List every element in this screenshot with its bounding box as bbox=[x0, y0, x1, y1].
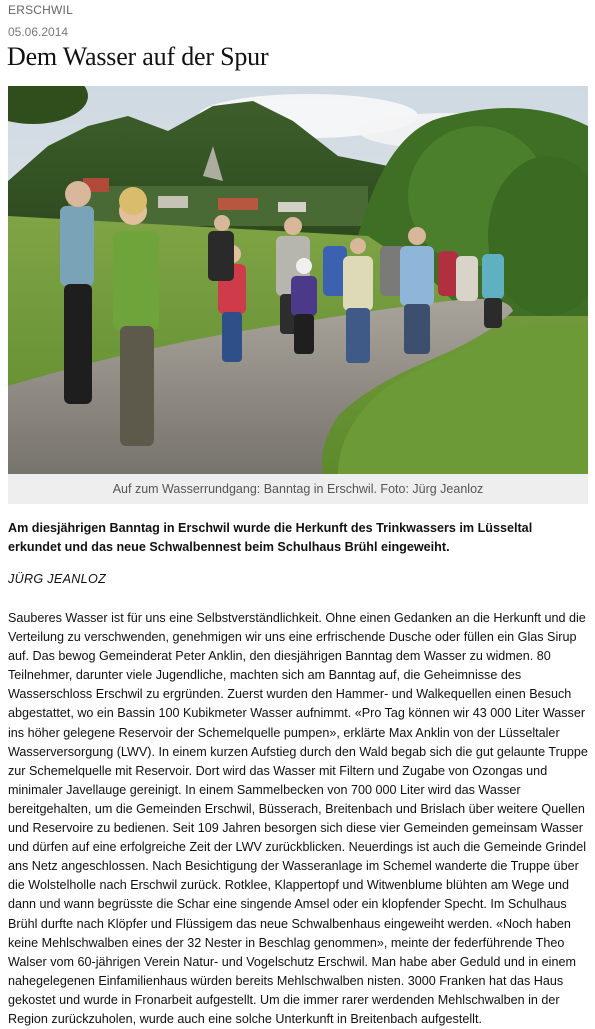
article-author: JÜRG JEANLOZ bbox=[8, 572, 107, 586]
article-lead: Am diesjährigen Banntag in Erschwil wurde die Herkunft des Trinkwassers im Lüsseltal erkundet und das neue Schwalbennest beim Schulhaus Brühl eingeweiht. bbox=[8, 521, 533, 554]
article-kicker: ERSCHWIL bbox=[8, 3, 73, 17]
article-title: Dem Wasser auf der Spur bbox=[7, 42, 269, 71]
photo-caption-box bbox=[8, 474, 588, 504]
article-date: 05.06.2014 bbox=[8, 25, 69, 39]
photo-caption: Auf zum Wasserrundgang: Banntag in Erschwil. Foto: Jürg Jeanloz bbox=[112, 482, 484, 496]
article-photo bbox=[8, 86, 588, 474]
article-body: Sauberes Wasser ist für uns eine Selbstverständlichkeit. Ohne einen Gedanken an die Herkunft und die Verteilung zu verschwenden, genehmigen wir uns eine erfrischende Dusche oder füllen ein Glas Sirup auf. Das bewog Gemeinderat Peter Anklin, den diesjährigen Banntag dem Wasser zu widmen. 80 Teilnehmer, darunter viele Jugendliche, machten sich am Banntag auf, die Geheimnisse des Wasserschloss Erschwil zu ergründen. Zuerst wurden den Hammer- und Walkequellen einen Besuch abgestattet, wo ein Bassin 100 Kubikmeter Wasser aufnimmt. «Pro Tag können wir 43 000 Liter Wasser ins höher gelegene Reservoir der Schemelquelle pumpen», erklärte Max Anklin von der Lüsseltaler Wasserversorgung (LWV). In einem kurzen Aufstieg durch den Wald begab sich die gut gelaunte Truppe zur Schemelquelle mit Reservoir. Dort wird das Wasser mit Filtern und Zugabe von Ozongas und minimaler Javellauge gereinigt. In einem Sammelbecken von 700 000 Liter wird das Wasser bereitgehalten, um die Gemeinden Erschwil, Büsserach, Breitenbach und Brislach über weitere Quellen und Reservoire zu bedienen. Seit 109 Jahren besorgen sich diese vier Gemeinden gemeinsam Wasser und dürfen auf eine erfolgreiche Zeit der LWV zurückblicken. Neuerdings ist auch die Gemeinde Grindel ans Netz angeschlossen. Nach Besichtigung der Wasseranlage im Schemel wanderte die Truppe über die Wolstelholle nach Erschwil zurück. Rotklee, Klappertopf und Witwenblume blühten am Wege und dann und wann begrüsste die Schar eine singende Amsel oder ein klopfender Specht. Im Schulhaus Brühl durfte nach Klöpfer und Flüssigem das neue Schwalbenhaus eingeweiht werden. «Noch haben keine Mehlschwalben eines der 32 Nester in Beschlag genommen», meinte der federführende Theo Walser vom 60-jährigen Verein Natur- und Vogelschutz Erschwil. Man habe aber Geduld und in einem nahegelegenen Einfamilienhaus würden bereits Mehlschwalben nisten. 3000 Franken hat das Haus gekostet und wurde in Fronarbeit aufgestellt. Um die immer rarer werdenden Mehlschwalben in der Region zurückzuholen, wurde auch eine solche Unterkunft in Breitenbach aufgestellt. bbox=[8, 611, 588, 1026]
